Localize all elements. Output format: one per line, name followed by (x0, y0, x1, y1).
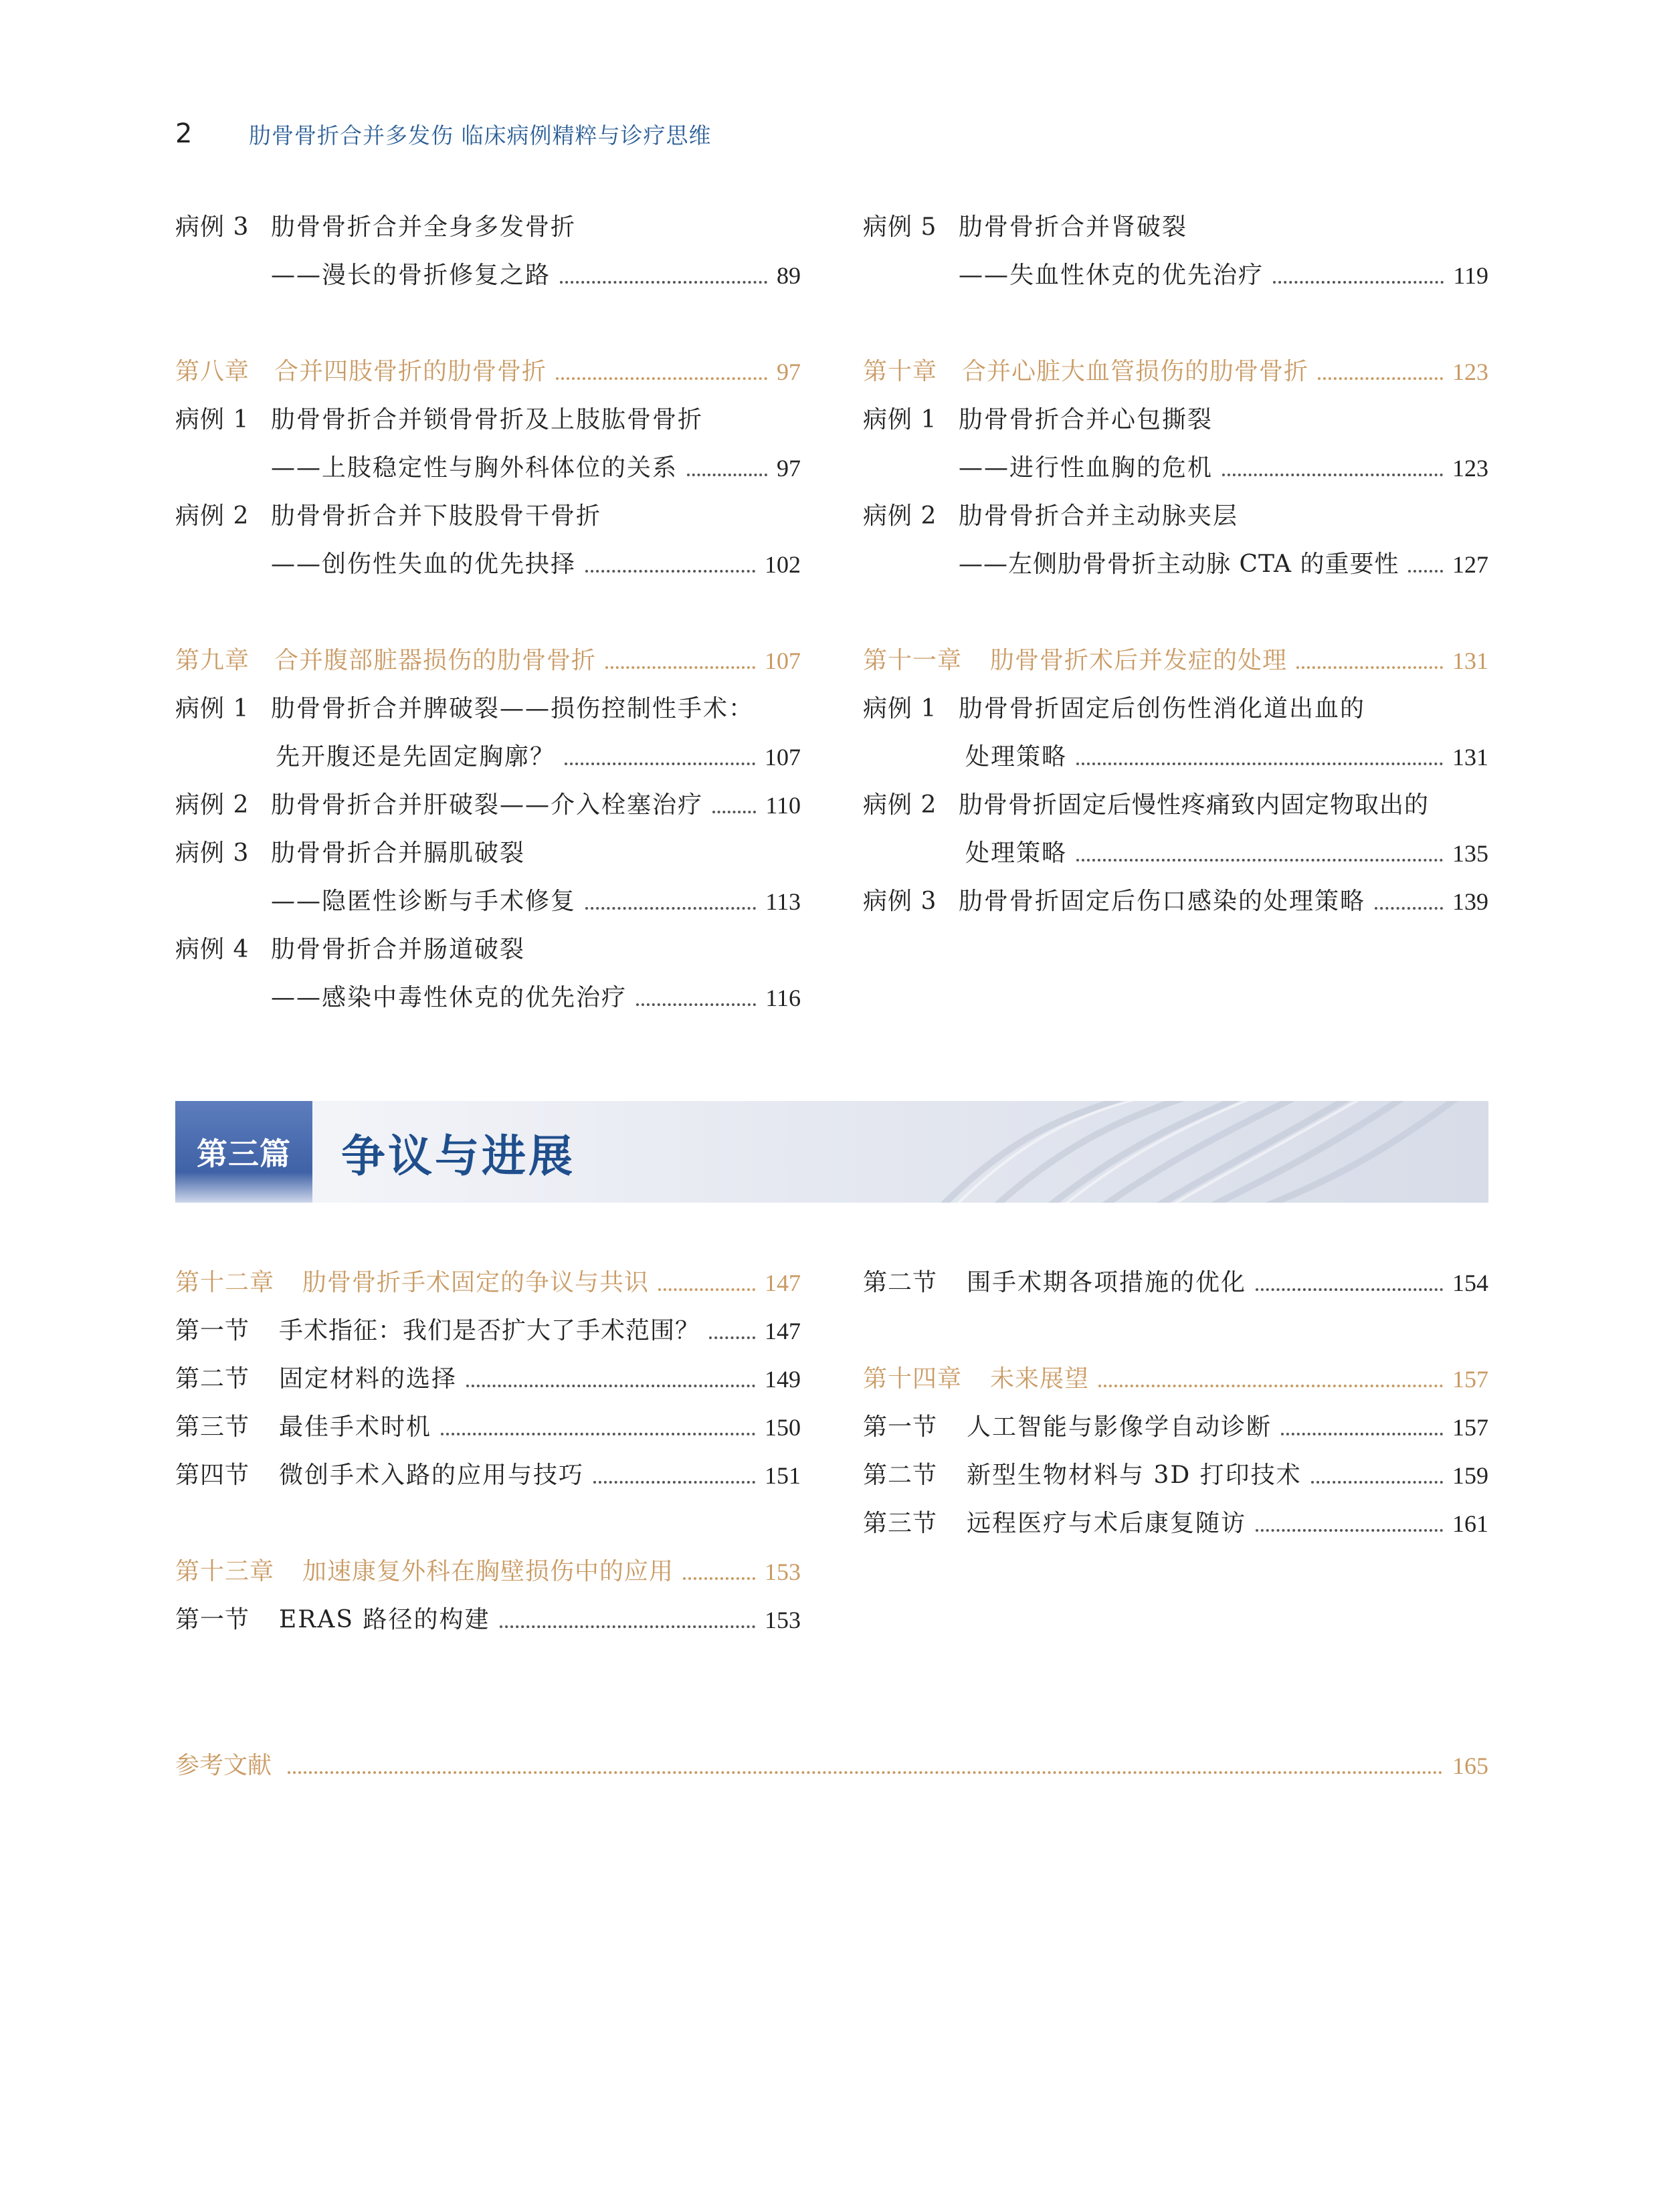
toc-entry-ch9-case1[interactable] (175, 690, 801, 728)
toc-chapter-11[interactable] (863, 642, 1488, 680)
toc-entry-ch8-case1-sub[interactable] (175, 449, 801, 487)
section-page: 153 (765, 1607, 801, 1633)
leader-dots (1281, 1433, 1443, 1435)
page-number: 2 (175, 118, 193, 149)
entry-subtitle: ——进行性血胸的危机 (959, 454, 1213, 482)
entry-page: 102 (765, 551, 801, 578)
chapter-title: 肋骨骨折术后并发症的处理 (990, 647, 1288, 674)
leader-dots (687, 474, 767, 476)
chapter-title: 合并腹部脏器损伤的肋骨骨折 (274, 647, 597, 674)
section-page: 147 (765, 1318, 801, 1344)
section-title: 固定材料的选择 (279, 1365, 458, 1393)
entry-title: 肋骨骨折合并肝破裂——介入栓塞治疗 (271, 791, 704, 819)
section-label: 第二节 (863, 1462, 938, 1489)
leader-dots (1311, 1481, 1443, 1484)
leader-dots (466, 1385, 755, 1387)
entry-label: 病例 2 (863, 791, 937, 819)
toc-entry-ch8-case2[interactable] (175, 498, 801, 535)
toc-entry-ch9-case4[interactable] (175, 931, 801, 969)
toc-entry-ch10-case2-sub[interactable] (863, 546, 1488, 583)
entry-title: 肋骨骨折合并膈肌破裂 (271, 839, 526, 867)
toc-section-ch13-s1[interactable] (175, 1601, 801, 1639)
chapter-title: 肋骨骨折手术固定的争议与共识 (302, 1269, 650, 1296)
leader-dots (585, 907, 756, 910)
section-page: 161 (1452, 1510, 1488, 1537)
entry-page: 123 (1452, 455, 1488, 482)
section-page: 159 (1452, 1462, 1488, 1489)
chapter-page: 97 (777, 359, 801, 385)
chapter-label: 第十章 (863, 358, 938, 385)
toc-section-ch13-s2[interactable] (863, 1264, 1488, 1302)
entry-subtitle: ——失血性休克的优先治疗 (959, 262, 1264, 289)
section-page: 149 (765, 1366, 801, 1393)
entry-title: 肋骨骨折合并肾破裂 (959, 213, 1188, 241)
references-title: 参考文献 (175, 1752, 272, 1779)
toc-section-ch14-s2[interactable] (863, 1457, 1488, 1494)
leader-dots (1256, 1529, 1443, 1532)
section-label: 第三节 (863, 1510, 938, 1537)
leader-dots (1408, 570, 1443, 573)
entry-title: 肋骨骨折固定后创伤性消化道出血的 (959, 695, 1366, 722)
toc-section-ch12-s3[interactable] (175, 1409, 801, 1446)
toc-entry-case5-sub[interactable] (863, 257, 1488, 294)
leader-dots (1098, 1385, 1443, 1387)
references-page: 165 (1452, 1752, 1488, 1779)
toc-entry-ch9-case3-sub[interactable] (175, 883, 801, 920)
toc-entry-ch11-case3[interactable] (863, 883, 1488, 920)
leader-dots (605, 666, 755, 669)
leader-dots (712, 811, 756, 813)
leader-dots (658, 1288, 755, 1291)
leader-dots (585, 570, 755, 573)
entry-label: 病例 1 (175, 406, 250, 433)
chapter-page: 153 (765, 1559, 801, 1585)
toc-entry-ch9-case4-sub[interactable] (175, 979, 801, 1017)
section-title: ERAS 路径的构建 (279, 1606, 490, 1633)
section-title: 人工智能与影像学自动诊断 (967, 1413, 1272, 1441)
toc-entry-ch10-case1-sub[interactable] (863, 449, 1488, 487)
entry-title: 肋骨骨折合并锁骨骨折及上肢肱骨骨折 (271, 406, 704, 433)
toc-references[interactable] (175, 1747, 1488, 1785)
chapter-page: 157 (1452, 1366, 1488, 1393)
entry-page: 107 (765, 744, 801, 771)
leader-dots (683, 1577, 755, 1580)
chapter-label: 第十一章 (863, 647, 963, 674)
toc-entry-ch10-case2[interactable] (863, 498, 1488, 535)
entry-subtitle: ——感染中毒性休克的优先治疗 (271, 984, 627, 1011)
leader-dots (1273, 281, 1444, 284)
toc-chapter-8[interactable] (175, 353, 801, 391)
toc-entry-ch11-case1[interactable] (863, 690, 1488, 728)
entry-subtitle: ——上肢稳定性与胸外科体位的关系 (271, 454, 678, 482)
section-label: 第三节 (175, 1413, 250, 1441)
part-banner (175, 1101, 1488, 1203)
toc-entry-ch11-case1-sub[interactable] (863, 738, 1488, 776)
section-label: 第四节 (175, 1462, 250, 1489)
entry-label: 病例 1 (863, 406, 937, 433)
leader-dots (441, 1433, 755, 1435)
toc-entry-ch8-case2-sub[interactable] (175, 546, 801, 583)
section-page: 157 (1452, 1414, 1488, 1441)
toc-entry-ch9-case3[interactable] (175, 835, 801, 872)
entry-label: 病例 3 (863, 888, 937, 915)
entry-label: 病例 2 (863, 502, 937, 530)
leader-dots (1318, 377, 1443, 380)
part-title: 争议与进展 (341, 1130, 575, 1182)
entry-page: 97 (777, 455, 801, 482)
chapter-title: 未来展望 (990, 1365, 1090, 1393)
section-title: 微创手术入路的应用与技巧 (279, 1462, 585, 1489)
toc-chapter-12[interactable] (175, 1264, 801, 1302)
leader-dots (565, 763, 755, 765)
leader-dots (1256, 1288, 1443, 1291)
toc-chapter-9[interactable] (175, 642, 801, 680)
entry-title: 肋骨骨折合并心包撕裂 (959, 406, 1213, 433)
toc-entry-case3-sub[interactable] (175, 257, 801, 294)
entry-title: 肋骨骨折固定后伤口感染的处理策略 (959, 888, 1366, 915)
entry-title: 肋骨骨折固定后慢性疼痛致内固定物取出的 (959, 791, 1430, 819)
toc-entry-case3[interactable] (175, 209, 801, 246)
toc-entry-ch9-case2[interactable] (175, 787, 801, 824)
entry-subtitle: ——创伤性失血的优先抉择 (271, 550, 577, 578)
entry-subtitle: ——漫长的骨折修复之路 (271, 262, 551, 289)
chapter-title: 加速康复外科在胸壁损伤中的应用 (302, 1558, 674, 1585)
toc-chapter-10[interactable] (863, 353, 1488, 391)
entry-label: 病例 5 (863, 213, 937, 241)
section-page: 150 (765, 1414, 801, 1441)
section-page: 154 (1452, 1270, 1488, 1296)
toc-entry-ch8-case1[interactable] (175, 401, 801, 439)
toc-chapter-13[interactable] (175, 1553, 801, 1591)
entry-subtitle: ——隐匿性诊断与手术修复 (271, 888, 577, 915)
leader-dots (288, 1771, 1443, 1774)
toc-section-ch12-s4[interactable] (175, 1457, 801, 1494)
leader-dots (593, 1481, 755, 1484)
chapter-page: 147 (765, 1270, 801, 1296)
part-label: 第三篇 (175, 1101, 312, 1203)
entry-page: 89 (777, 262, 801, 289)
entry-page: 116 (765, 985, 801, 1011)
entry-title: 肋骨骨折合并主动脉夹层 (959, 502, 1239, 530)
leader-dots (560, 281, 767, 284)
leader-dots (1296, 666, 1443, 669)
entry-page: 131 (1452, 744, 1488, 771)
leader-dots (1076, 763, 1443, 765)
section-title: 新型生物材料与 3D 打印技术 (967, 1462, 1302, 1489)
section-title: 围手术期各项措施的优化 (967, 1269, 1247, 1296)
toc-section-ch12-s1[interactable] (175, 1312, 801, 1350)
section-label: 第二节 (175, 1365, 250, 1393)
toc-entry-ch9-case1-sub[interactable] (175, 738, 801, 776)
chapter-label: 第九章 (175, 647, 250, 674)
chapter-label: 第十二章 (175, 1269, 275, 1296)
book-title: 肋骨骨折合并多发伤 临床病例精粹与诊疗思维 (249, 122, 712, 148)
entry-label: 病例 2 (175, 791, 250, 819)
toc-section-ch12-s2[interactable] (175, 1361, 801, 1398)
entry-subtitle: 先开腹还是先固定胸廓？ (276, 743, 556, 771)
entry-page: 139 (1452, 888, 1488, 915)
toc-entry-case5[interactable] (863, 209, 1488, 246)
chapter-label: 第十三章 (175, 1558, 275, 1585)
section-label: 第一节 (863, 1413, 938, 1441)
banner-pattern-image (886, 1101, 1488, 1203)
chapter-label: 第十四章 (863, 1365, 963, 1393)
chapter-page: 131 (1452, 647, 1488, 674)
running-header (175, 114, 712, 154)
chapter-page: 123 (1452, 359, 1488, 385)
chapter-title: 合并四肢骨折的肋骨骨折 (274, 358, 547, 385)
section-label: 第二节 (863, 1269, 938, 1296)
entry-title: 肋骨骨折合并全身多发骨折 (271, 213, 577, 241)
entry-label: 病例 1 (175, 695, 250, 722)
toc-chapter-14[interactable] (863, 1361, 1488, 1398)
section-label: 第一节 (175, 1606, 250, 1633)
entry-label: 病例 2 (175, 502, 250, 530)
entry-page: 127 (1452, 551, 1488, 578)
chapter-title: 合并心脏大血管损伤的肋骨骨折 (962, 358, 1309, 385)
leader-dots (636, 1003, 756, 1006)
entry-label: 病例 4 (175, 936, 250, 963)
toc-entry-ch10-case1[interactable] (863, 401, 1488, 439)
section-title: 手术指征：我们是否扩大了手术范围？ (279, 1317, 700, 1344)
entry-subtitle: 处理策略 (965, 839, 1068, 867)
section-label: 第一节 (175, 1317, 250, 1344)
toc-section-ch14-s3[interactable] (863, 1505, 1488, 1542)
section-title: 最佳手术时机 (279, 1413, 432, 1441)
toc-section-ch14-s1[interactable] (863, 1409, 1488, 1446)
leader-dots (1076, 859, 1443, 862)
toc-entry-ch11-case2-sub[interactable] (863, 835, 1488, 872)
leader-dots (709, 1336, 755, 1339)
entry-page: 135 (1452, 840, 1488, 867)
entry-page: 113 (765, 888, 801, 915)
entry-page: 110 (765, 792, 801, 819)
toc-entry-ch11-case2[interactable] (863, 787, 1488, 824)
entry-label: 病例 3 (175, 839, 250, 867)
section-title: 远程医疗与术后康复随访 (967, 1510, 1247, 1537)
entry-subtitle: 处理策略 (965, 743, 1068, 771)
section-page: 151 (765, 1462, 801, 1489)
leader-dots (1375, 907, 1443, 910)
leader-dots (1222, 474, 1443, 476)
leader-dots (500, 1625, 756, 1628)
entry-page: 119 (1453, 262, 1488, 289)
entry-title: 肋骨骨折合并脾破裂——损伤控制性手术： (271, 695, 755, 722)
chapter-page: 107 (765, 647, 801, 674)
entry-title: 肋骨骨折合并肠道破裂 (271, 936, 526, 963)
entry-subtitle: ——左侧肋骨骨折主动脉 CTA 的重要性 (959, 550, 1399, 578)
entry-label: 病例 3 (175, 213, 250, 241)
leader-dots (556, 377, 767, 380)
chapter-label: 第八章 (175, 358, 250, 385)
entry-title: 肋骨骨折合并下肢股骨干骨折 (271, 502, 602, 530)
entry-label: 病例 1 (863, 695, 937, 722)
